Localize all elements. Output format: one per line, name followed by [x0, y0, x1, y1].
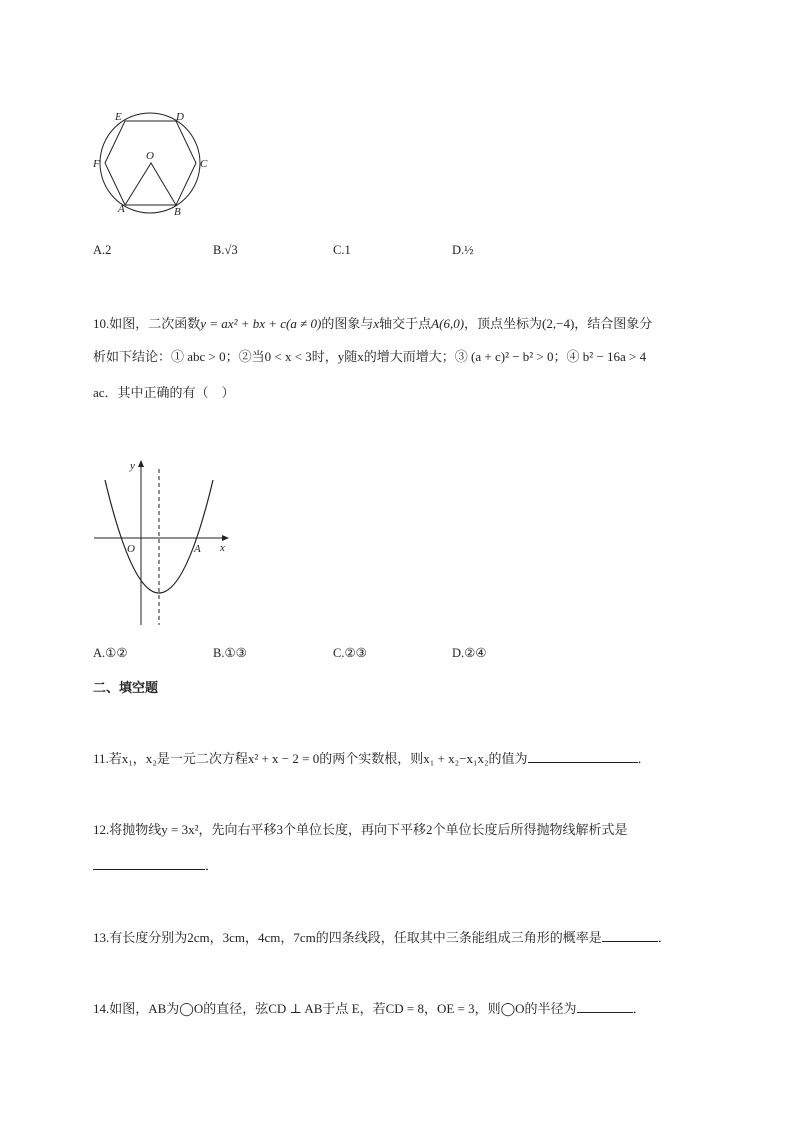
q10-option-d: D.②④ — [452, 646, 487, 660]
q11-period: ． — [637, 751, 651, 766]
q10-x: x — [373, 316, 380, 331]
q10-option-b: B.①③ — [213, 646, 247, 660]
label-f: F — [93, 158, 100, 170]
q10-mid2: 轴交于点 — [379, 316, 432, 331]
triangle-oab — [125, 163, 176, 205]
section-fill-in-title: 二、填空题 — [93, 680, 159, 695]
q10-prefix: 10.如图，二次函数 — [93, 316, 201, 331]
q10-point-a: A(6,0) — [431, 316, 465, 331]
q10-mid: 的图象与 — [321, 316, 374, 331]
q14-answer-blank[interactable] — [577, 1000, 633, 1013]
q10-line-2: 析如下结论：① abc > 0；②当0 < x < 3时，y随x的增大而增大；③ (a + c)² − b² > 0；④ b² − 16a > 4 — [93, 349, 647, 364]
parabola-figure — [90, 455, 235, 630]
q10-vertex: (2,−4) — [542, 316, 575, 331]
label-b: B — [174, 206, 181, 218]
q11-line — [93, 750, 651, 768]
q10-line-1 — [93, 315, 652, 333]
q12-answer-blank[interactable] — [93, 857, 205, 870]
label-y: y — [130, 460, 135, 472]
q14-text: 14.如图，AB为◯O的直径，弦CD ⊥ AB于点 E，若CD = 8，OE = 3，则◯O的半径为 — [93, 1001, 577, 1016]
label-c: C — [200, 158, 208, 170]
circle-o — [100, 113, 200, 213]
label-origin: O — [127, 543, 135, 555]
label-a: A — [118, 203, 125, 215]
label-x: x — [220, 542, 225, 554]
q10-formula: y = ax² + bx + c(a ≠ 0) — [200, 316, 322, 331]
q10-mid3: ，顶点坐标为 — [464, 316, 543, 331]
q13-line — [93, 929, 671, 947]
q11-text: 11.若x₁，x₂是一元二次方程x² + x − 2 = 0的两个实数根，则x₁ + x₂−x₁x₂的值为 — [93, 751, 528, 766]
q13-answer-blank[interactable] — [602, 929, 658, 942]
q14-line — [93, 1000, 646, 1018]
q12-line-2 — [93, 857, 218, 875]
q10-option-a: A.①② — [93, 646, 128, 660]
q10-line-3: ac．其中正确的有（ ） — [93, 385, 235, 400]
label-d: D — [176, 111, 184, 123]
q11-answer-blank[interactable] — [528, 750, 638, 763]
label-e: E — [115, 111, 122, 123]
q10-suffix: ，结合图象分 — [574, 316, 653, 331]
q14-period: ． — [632, 1001, 646, 1016]
q9-option-b: B.√3 — [213, 243, 238, 257]
label-point-a: A — [194, 543, 201, 555]
q9-option-c: C.1 — [333, 243, 351, 257]
q9-option-a: A.2 — [93, 243, 112, 257]
q12-period: ． — [205, 858, 219, 873]
label-o: O — [146, 150, 154, 162]
q10-option-c: C.②③ — [333, 646, 367, 660]
hexagon-circle-figure — [86, 105, 216, 220]
q13-period: ． — [657, 930, 671, 945]
q12-line-1: 12.将抛物线y = 3x²，先向右平移3个单位长度，再向下平移2个单位长度后所得抛物线解析式是 — [93, 822, 628, 837]
q9-option-d: D.½ — [452, 243, 474, 257]
q13-text: 13.有长度分别为2cm，3cm，4cm，7cm的四条线段，任取其中三条能组成三角形的概率是 — [93, 930, 602, 945]
